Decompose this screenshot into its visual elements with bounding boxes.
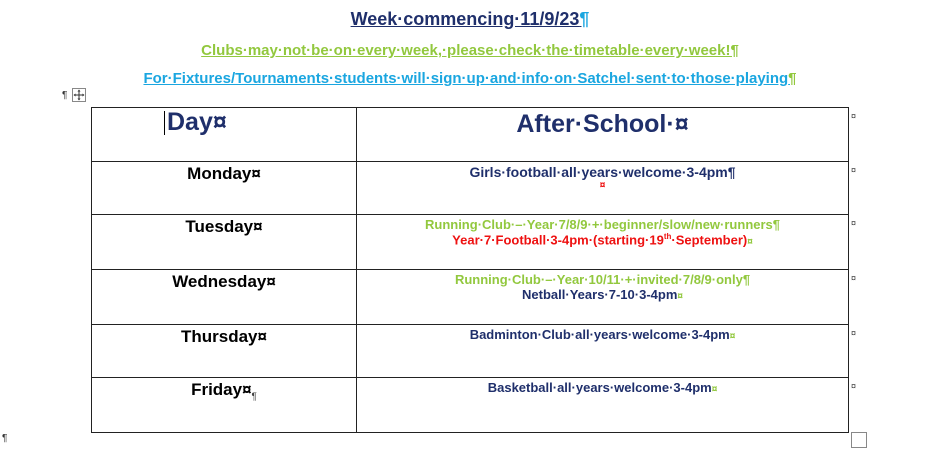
table-row — [92, 162, 849, 215]
header-after-school-cell[interactable]: After·School·¤ — [357, 108, 849, 162]
text-cursor — [164, 111, 165, 135]
day-cell-monday[interactable]: Monday¤ — [92, 162, 357, 215]
row-end-mark: ¤ — [851, 111, 857, 121]
pilcrow-mark: ¶ — [579, 9, 590, 29]
row-end-mark: ¤ — [851, 165, 857, 175]
activity-cell-tuesday[interactable]: Running·Club·–·Year·7/8/9·+·beginner/slow/new·runners¶ Year·7·Football·3-4pm·(starting·19th·September)¤ — [357, 215, 849, 270]
table-resize-handle-icon[interactable] — [851, 432, 867, 448]
activity-cell-friday[interactable]: Basketball·all·years·welcome·3-4pm¤ — [357, 378, 849, 433]
table-row — [92, 215, 849, 270]
day-cell-friday[interactable]: $Friday¤_\P$ — [92, 378, 357, 433]
pilcrow-mark: ¶ — [788, 70, 797, 87]
day-cell-tuesday[interactable]: Tuesday¤ — [92, 215, 357, 270]
pilcrow-mark: ¶ — [2, 433, 8, 444]
row-end-mark: ¤ — [851, 218, 857, 228]
table-row — [92, 270, 849, 325]
table-row — [92, 325, 849, 378]
row-end-mark: ¤ — [851, 273, 857, 283]
table-move-handle-icon[interactable] — [72, 88, 86, 102]
day-cell-thursday[interactable]: Thursday¤ — [92, 325, 357, 378]
header-day-cell[interactable]: Day¤ — [92, 108, 357, 162]
table-row — [92, 378, 849, 433]
timetable-table — [91, 107, 849, 433]
row-end-mark: ¤ — [851, 328, 857, 338]
table-header-row — [92, 108, 849, 162]
fixtures-notice: For·Fixtures/Tournaments·students·will·sign·up·and·info·on·Satchel·sent·to·those·playing¶ — [143, 70, 797, 87]
pilcrow-mark: ¶ — [730, 42, 739, 59]
activity-cell-monday[interactable]: Girls·football·all·years·welcome·3-4pm¶ ¤ — [357, 162, 849, 215]
clubs-notice: Clubs·may·not·be·on·every·week,·please·check·the·timetable·every·week!¶ — [201, 42, 739, 59]
row-end-mark: ¤ — [851, 381, 857, 391]
week-commencing-title: Week·commencing·11/9/23¶ — [350, 9, 590, 29]
activity-cell-thursday[interactable]: Badminton·Club·all·years·welcome·3-4pm¤ — [357, 325, 849, 378]
pilcrow-mark: ¶ — [62, 90, 68, 101]
day-cell-wednesday[interactable]: Wednesday¤ — [92, 270, 357, 325]
activity-cell-wednesday[interactable]: Running·Club·–·Year·10/11·+·invited·7/8/9·only¶ Netball·Years·7-10·3-4pm¤ — [357, 270, 849, 325]
